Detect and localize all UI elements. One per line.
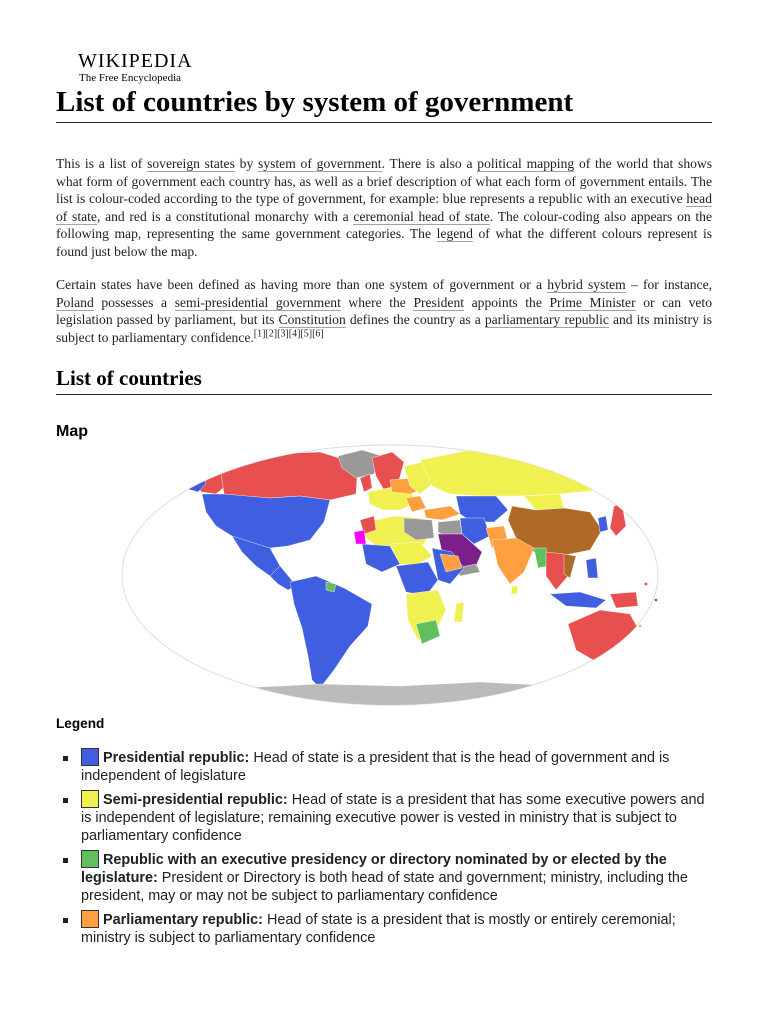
legend-color-swatch (81, 850, 99, 868)
legend-list (56, 748, 712, 952)
link-head-of-state[interactable]: head of state (56, 191, 712, 224)
section-heading: List of countries (56, 364, 712, 395)
link-constitution[interactable]: Constitution (278, 312, 346, 328)
legend-color-swatch (81, 910, 99, 928)
link-president[interactable]: President (413, 294, 465, 310)
link-parliamentary-republic[interactable]: parliamentary republic (484, 312, 609, 328)
legend-title: Legend (56, 716, 105, 731)
page-title: List of countries by system of government (56, 84, 712, 123)
map-subheading: Map (56, 423, 88, 440)
map-region-sri-lanka (511, 586, 518, 594)
legend-description: Head of state is a president that is the head of government and is independent of legislature (81, 750, 670, 784)
link-hybrid-system[interactable]: hybrid system (547, 277, 626, 292)
legend-color-swatch (81, 790, 99, 808)
legend-color-swatch (81, 748, 99, 766)
legend-term: Parliamentary republic: (103, 912, 263, 928)
reference-links[interactable]: [1][2][3][4][5][6] (253, 328, 324, 340)
link-ceremonial-head-of-state[interactable]: ceremonial head of state (353, 208, 490, 224)
link-semi-presidential-government[interactable]: semi-presidential government (174, 294, 341, 310)
legend-term: Republic with an executive presidency or directory nominated by or elected by the legislature: (81, 852, 667, 886)
map-region-korea (598, 516, 608, 532)
legend-description: President or Directory is both head of state and government; ministry, including the president, may or may not be subject to parliamentary confidence (81, 870, 688, 904)
legend-term: Presidential republic: (103, 750, 250, 766)
map-region-canada (220, 452, 358, 500)
map-region-new-zealand (650, 650, 660, 674)
map-region-philippines (586, 558, 598, 578)
link-sovereign-states[interactable]: sovereign states (147, 156, 235, 171)
intro-paragraph-1: This is a list of sovereign states by system of government. There is also a political mapping of the world that shows what form of government each country has, as well as a brief description of what each form of government entails. The list is colour-coded according to the type of government, for example: blue represents a republic with an executive head of state, and red is a constitutional monarchy with a ceremonial head of state. The colour-coding also appears on the following map, representing the same government categories. The legend of what the different colours represent is found just below the map. (56, 156, 713, 259)
legend-presidential-republic (56, 748, 712, 785)
world-government-map[interactable] (120, 444, 660, 706)
map-region-west-sahara (354, 530, 366, 544)
map-region-guyana (326, 582, 336, 592)
legend-description: Head of state is a president that is mostly or entirely ceremonial; ministry is subject to parliamentary confidence (81, 912, 676, 946)
legend-executive-presidency-republic (56, 850, 712, 905)
link-legend[interactable]: legend (436, 226, 473, 242)
link-poland[interactable]: Poland (56, 294, 94, 310)
wikipedia-wordmark: WIKIPEDIA (78, 50, 193, 72)
map-region-russia (420, 448, 640, 496)
link-system-of-government[interactable]: system of government (258, 156, 382, 171)
link-prime-minister[interactable]: Prime Minister (549, 294, 636, 310)
legend-description: Head of state is a president that has some executive powers and is independent of legislature; remaining executive power is vested in ministry that is subject to parliamentary confidence (81, 792, 705, 844)
intro-paragraph-2: Certain states have been defined as having more than one system of government or a hybrid system – for instance, Poland possesses a semi-presidential government where the President appoints the Prime Minister or can veto legislation passed by parliament, but its Constitution defines the country as a parliamentary republic and its ministry is subject to parliamentary confidence.[1][2][3][4][5][6] (56, 277, 712, 345)
legend-semi-presidential-republic (56, 790, 712, 845)
link-political-mapping[interactable]: political mapping (477, 156, 575, 171)
legend-term: Semi-presidential republic: (103, 792, 288, 808)
legend-parliamentary-republic (56, 910, 712, 947)
wikipedia-logo[interactable] (78, 50, 238, 84)
wikipedia-tagline: The Free Encyclopedia (79, 72, 182, 84)
